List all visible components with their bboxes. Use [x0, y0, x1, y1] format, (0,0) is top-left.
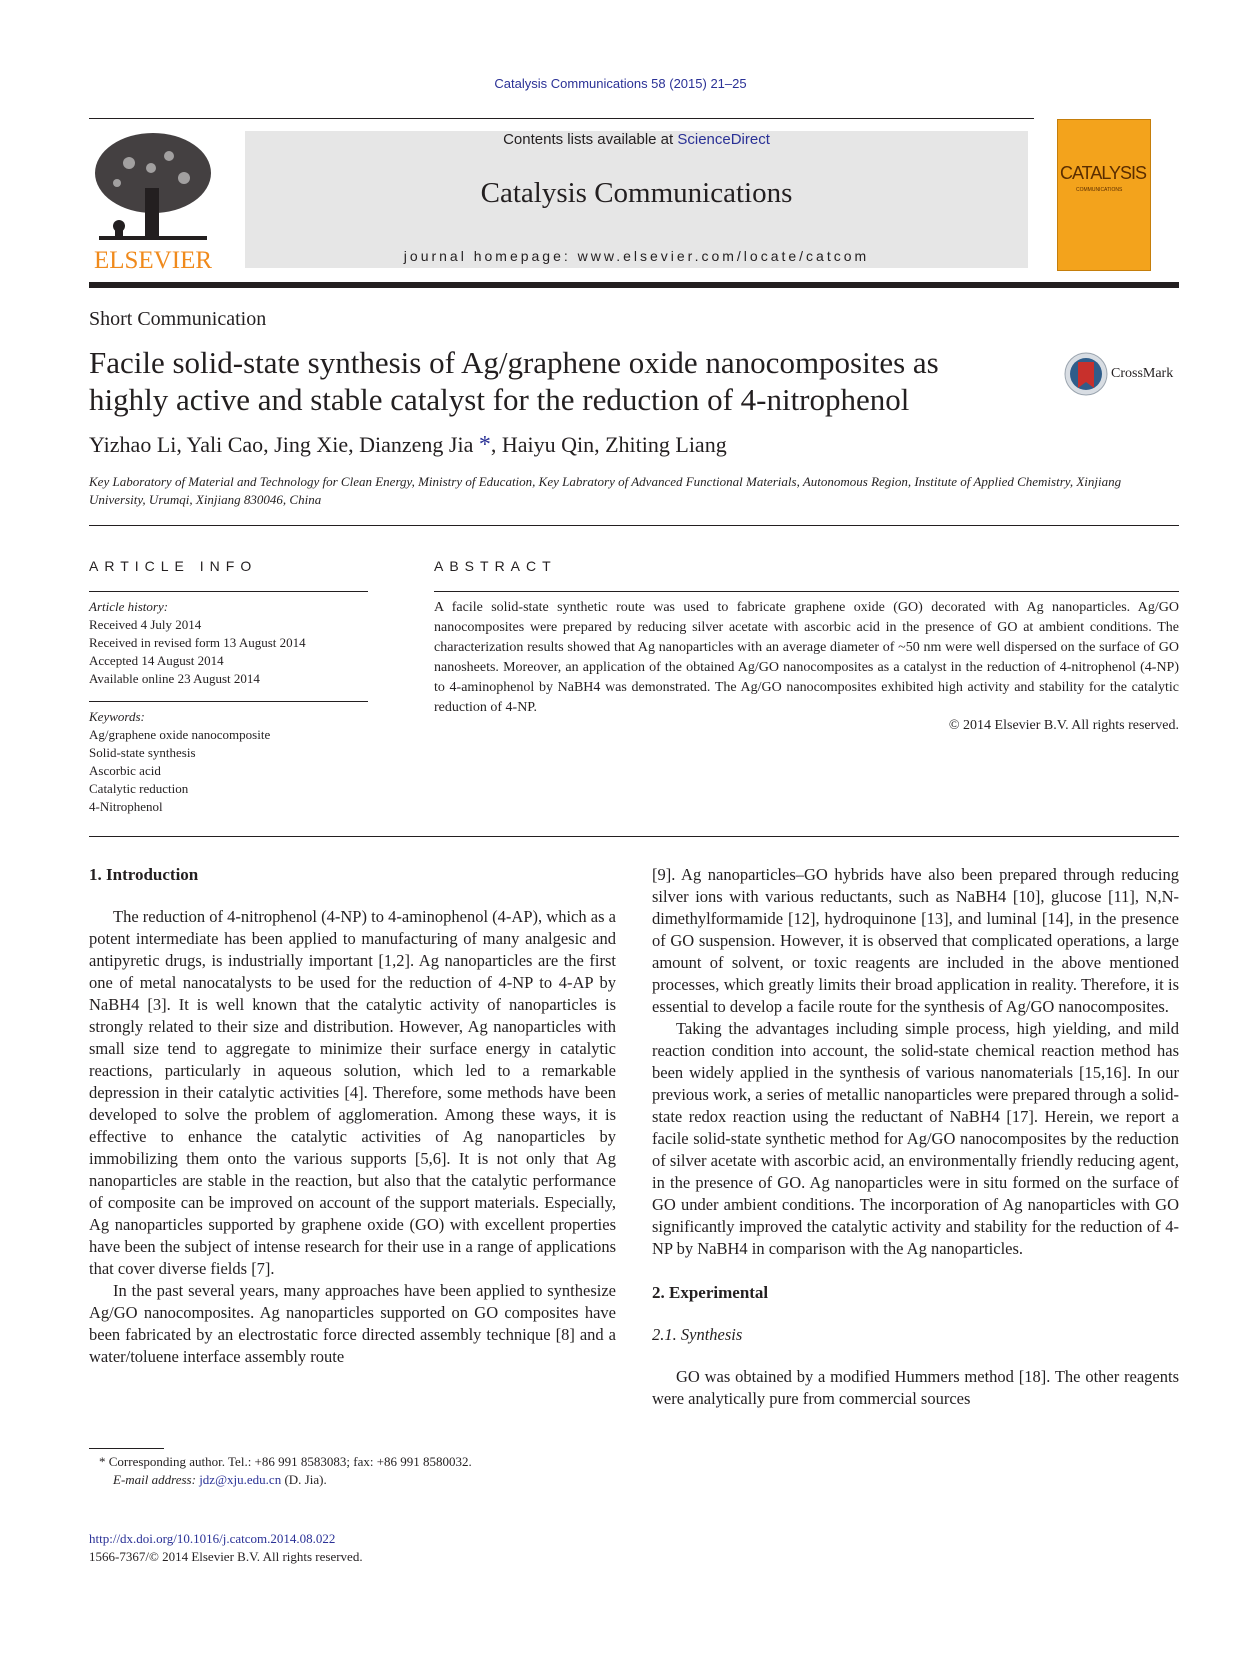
cover-title: CATALYSIS	[1060, 163, 1147, 183]
footnote-line	[89, 1471, 629, 1489]
article-title: Facile solid-state synthesis of Ag/graphene oxide nanocomposites as highly active and stable catalyst for the reduction of 4-nitrophenol	[89, 345, 939, 417]
affiliation: Key Laboratory of Material and Technology for Clean Energy, Ministry of Education, Key Labratory of Advanced Functional Materials, Autonomous Region, Institute of Applied Chemistry, Xinjiang University, Urumqi, Xinjiang 830046, China	[89, 474, 1122, 507]
paragraph: Taking the advantages including simple process, high yielding, and mild reaction condition into account, the solid-state chemical reaction method has been widely applied in the synthesis of various nanomaterials [15,16]. In our previous work, a series of metallic nanoparticles were prepared through a solid-state redox reaction using the reductant of NaBH4 [17]. Herein, we report a facile solid-state synthetic method for Ag/GO nanocomposites by the reduction of silver acetate with ascorbic acid, an environmentally friendly reducing agent, in the presence of GO. Ag nanoparticles were in situ formed on the surface of GO under ambient conditions. The incorporation of Ag nanoparticles with GO significantly improved the catalytic activity and stability for the reduction of 4-NP by NaBH4 in comparison with the Ag nanoparticles.	[652, 1019, 1179, 1258]
paragraph: The reduction of 4-nitrophenol (4-NP) to 4-aminophenol (4-AP), which as a potent intermediate has been applied to manufacturing of many analgesic and antipyretic drugs, is industrially important [1,2]. Ag nanoparticles are the first one of metal nanocatalysts to be used for the reduction of 4-NP to 4-AP by NaBH4 [3]. It is well known that the catalytic activity of nanoparticles is strongly related to their size and distribution. However, Ag nanoparticles with small size tend to aggregate to minimize their surface energy in catalytic reactions, particularly in aqueous solution, which led to a remarkable depression in their catalytic activities [4]. Therefore, some methods have been developed to solve the problem of agglomeration. Among these ways, it is effective to enhance the catalytic activities of Ag nanoparticles by immobilizing them onto the various supports [5,6]. It is not only that Ag nanoparticles are stable in the reaction, but also that the catalytic performance of composite can be improved on account of the support materials. Especially, Ag nanoparticles supported by graphene oxide (GO) with excellent properties have been the subject of intense research for their use in a range of applications that cover diverse fields [7].	[89, 907, 616, 1278]
history-item: Accepted 14 August 2014	[89, 653, 224, 668]
elsevier-tree-logo	[89, 128, 217, 272]
footnote-rule	[89, 1448, 164, 1449]
journal-cover-thumbnail[interactable]	[1057, 119, 1151, 271]
abstract-rule	[434, 591, 1179, 592]
contents-line	[245, 131, 1028, 148]
footnote-line	[89, 1453, 629, 1471]
corresponding-author-marker[interactable]: *	[478, 432, 491, 458]
keyword-item: Solid-state synthesis	[89, 745, 196, 760]
keyword-item: 4-Nitrophenol	[89, 799, 163, 814]
article-type: Short Communication	[89, 308, 267, 330]
body-left-column	[89, 864, 616, 1368]
abstract-heading: ABSTRACT	[434, 558, 557, 574]
footnote-star: *	[99, 1454, 106, 1469]
email-link[interactable]: jdz@xju.edu.cn	[199, 1472, 282, 1487]
sciencedirect-link[interactable]: ScienceDirect	[677, 131, 770, 148]
elsevier-wordmark: ELSEVIER	[93, 247, 213, 272]
footnote	[89, 1453, 629, 1489]
keywords-label: Keywords:	[89, 709, 145, 724]
article-info-rule	[89, 591, 368, 592]
header-rule	[89, 118, 1034, 119]
journal-name: Catalysis Communications	[480, 177, 793, 209]
doi-link[interactable]: http://dx.doi.org/10.1016/j.catcom.2014.08.022	[89, 1531, 336, 1546]
abstract-copyright: © 2014 Elsevier B.V. All rights reserved.	[948, 718, 1179, 733]
email-suffix: (D. Jia).	[281, 1472, 327, 1487]
crossmark-label[interactable]: CrossMark	[1111, 366, 1174, 381]
article-info-rule	[89, 701, 368, 702]
history-item: Available online 23 August 2014	[89, 671, 260, 686]
footnote-contact: Corresponding author. Tel.: +86 991 8583083; fax: +86 991 8580032.	[108, 1454, 472, 1469]
author-list	[89, 432, 727, 459]
authors-after: , Haiyu Qin, Zhiting Liang	[490, 432, 727, 457]
masthead-thick-rule	[89, 282, 1179, 288]
subsection-heading: 2.1. Synthesis	[652, 1325, 743, 1344]
issn-copyright: 1566-7367/© 2014 Elsevier B.V. All rights reserved.	[89, 1549, 363, 1564]
history-label: Article history:	[89, 599, 169, 614]
doi-block	[89, 1530, 363, 1566]
section-heading: 1. Introduction	[89, 865, 199, 884]
paragraph: GO was obtained by a modified Hummers method [18]. The other reagents were analytically pure from commercial sources	[652, 1367, 1179, 1408]
keyword-item: Ascorbic acid	[89, 763, 161, 778]
body-right-column	[652, 864, 1179, 1410]
keyword-item: Catalytic reduction	[89, 781, 189, 796]
divider	[89, 525, 1179, 526]
contents-prefix: Contents lists available at	[503, 131, 678, 148]
history-item: Received in revised form 13 August 2014	[89, 635, 306, 650]
keywords	[89, 708, 369, 816]
crossmark-icon[interactable]	[1064, 352, 1108, 396]
journal-citation[interactable]: Catalysis Communications 58 (2015) 21–25	[494, 76, 747, 91]
keyword-item: Ag/graphene oxide nanocomposite	[89, 727, 271, 742]
article-history	[89, 598, 369, 688]
divider	[89, 836, 1179, 837]
cover-subtitle: COMMUNICATIONS	[1076, 187, 1123, 193]
paragraph: In the past several years, many approaches have been applied to synthesize Ag/GO nanocomposites. Ag nanoparticles supported on GO composites have been fabricated by an electrostatic force directed assembly technique [8] and a water/toluene interface assembly route	[89, 1281, 616, 1366]
journal-homepage[interactable]: journal homepage: www.elsevier.com/locate/catcom	[403, 248, 870, 264]
history-item: Received 4 July 2014	[89, 617, 202, 632]
authors-before: Yizhao Li, Yali Cao, Jing Xie, Dianzeng Jia	[89, 432, 474, 457]
section-heading: 2. Experimental	[652, 1283, 769, 1302]
abstract-text: A facile solid-state synthetic route was used to fabricate graphene oxide (GO) decorated with Ag nanoparticles. Ag/GO nanocomposites were prepared by reducing silver acetate with ascorbic acid in the presence of GO at ambient conditions. The characterization results showed that Ag nanoparticles with an average diameter of ~50 nm were well dispersed on the surface of GO nanosheets. Moreover, an application of the obtained Ag/GO nanocomposites as a catalyst in the reduction of 4-nitrophenol (4-NP) to 4-aminophenol by NaBH4 was demonstrated. The Ag/GO nanocomposites exhibited high activity and stability for the catalytic reduction of 4-NP.	[434, 600, 1179, 715]
email-label: E-mail address:	[113, 1472, 200, 1487]
paragraph: [9]. Ag nanoparticles–GO hybrids have also been prepared through reducing silver ions with various reductants, such as NaBH4 [10], glucose [11], N,N-dimethylformamide [12], hydroquinone [13], and luminal [14], in the presence of GO suspension. However, it is observed that complicated operations, a large amount of solvent, or toxic reagents are included in the above mentioned processes, which greatly limits their broad application in reality. Therefore, it is essential to develop a facile route for the synthesis of Ag/GO nanocomposites.	[652, 865, 1179, 1016]
article-info-heading: ARTICLE INFO	[89, 558, 258, 574]
